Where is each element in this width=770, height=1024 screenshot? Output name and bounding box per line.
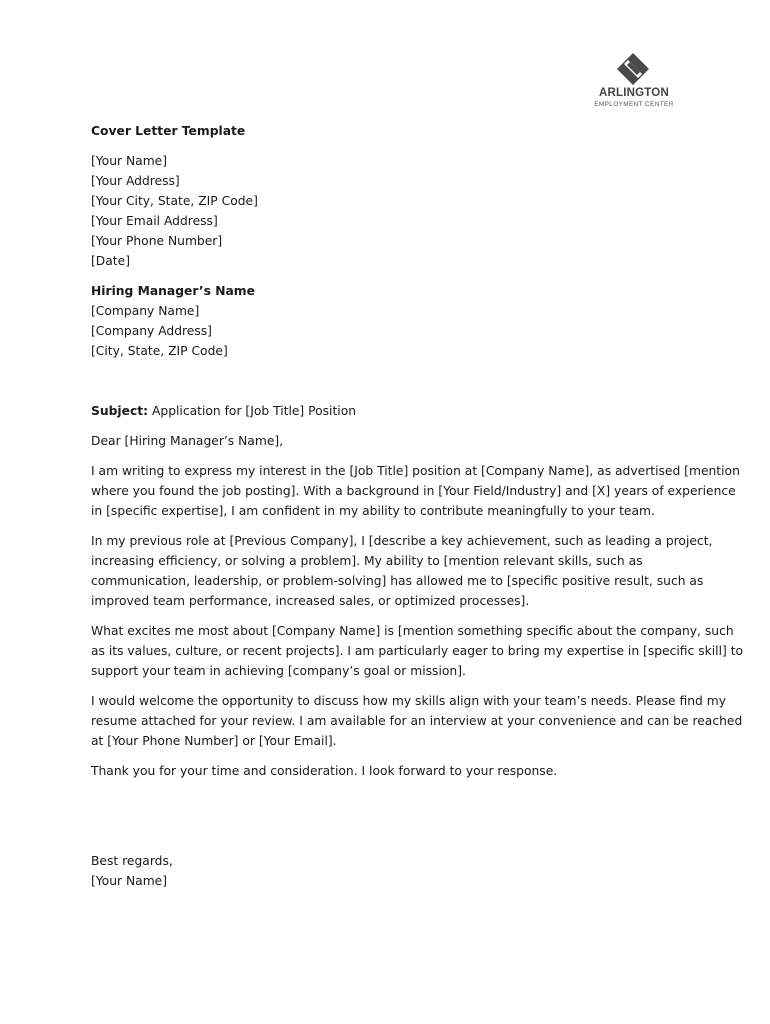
arlington-logo [592,52,676,112]
paragraph [91,531,713,611]
paragraph-line: as its values, culture, or recent projects]. I am particularly eager to bring my expertise in [specific skill] to [91,644,744,658]
paragraph [91,761,691,781]
sender-line: [Date] [91,254,130,268]
salutation: Dear [Hiring Manager’s Name], [91,434,284,448]
paragraph-line: communication, leadership, or problem-solving] has allowed me to [specific positive result, such as [91,574,704,588]
letter-body [91,121,744,891]
sender-line: [Your Name] [91,154,168,168]
sender-line: [Your City, State, ZIP Code] [91,194,258,208]
recipient-line: [Company Address] [91,324,212,338]
subject-text: Application for [Job Title] Position [148,404,357,418]
logo-name: ARLINGTON [599,87,669,99]
signature: [Your Name] [91,874,168,888]
paragraph-line: at [Your Phone Number] or [Your Email]. [91,734,337,748]
paragraph [91,461,740,521]
paragraph [91,691,743,751]
recipient-line: [City, State, ZIP Code] [91,344,228,358]
paragraph-line: I am writing to express my interest in the [Job Title] position at [Company Name], as advertised [mention [91,464,740,478]
closing: Best regards, [91,854,173,868]
paragraph [91,621,744,681]
subject-label: Subject: [91,404,149,418]
sender-line: [Your Email Address] [91,214,218,228]
logo-subtitle: EMPLOYMENT CENTER [594,101,674,108]
document-title: Cover Letter Template [91,124,246,138]
paragraph-line: where you found the job posting]. With a background in [Your Field/Industry] and [X] years of experience [91,484,736,498]
closing-block [91,851,691,891]
recipient-block [91,281,691,361]
paragraph-line: resume attached for your review. I am available for an interview at your convenience and can be reached [91,714,743,728]
recipient-line: [Company Name] [91,304,200,318]
sender-line: [Your Address] [91,174,180,188]
paragraph-line: In my previous role at [Previous Company], I [describe a key achievement, such as leading a project, [91,534,713,548]
arlington-logo-mark-icon [616,52,650,86]
paragraph-line: increasing efficiency, or solving a problem]. My ability to [mention relevant skills, such as [91,554,643,568]
subject-line [91,401,691,421]
paragraph-line: Thank you for your time and consideration. I look forward to your response. [91,764,558,778]
paragraph-line: support your team in achieving [company’s goal or mission]. [91,664,466,678]
sender-line: [Your Phone Number] [91,234,223,248]
paragraph-line: improved team performance, increased sales, or optimized processes]. [91,594,530,608]
paragraph-line: What excites me most about [Company Name] is [mention something specific about the company, such [91,624,734,638]
paragraph-line: in [specific expertise], I am confident in my ability to contribute meaningfully to your team. [91,504,655,518]
sender-block [91,151,691,271]
paragraph-line: I would welcome the opportunity to discuss how my skills align with your team’s needs. Please find my [91,694,726,708]
recipient-heading: Hiring Manager’s Name [91,284,255,298]
